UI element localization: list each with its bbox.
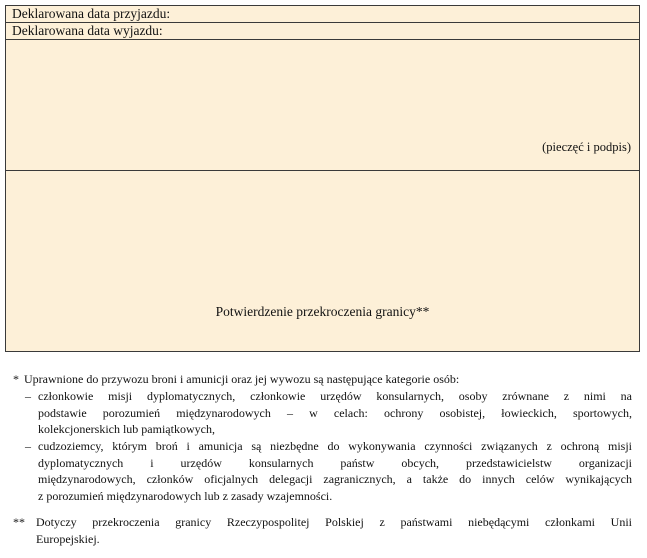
stamp-signature-box [6,40,639,171]
declaration-form [5,5,640,352]
footnote-2-marker: ** [13,515,25,529]
footnote-2-text [36,514,632,547]
bullet-1-line-1: członkowie misji dyplomatycznych, członkowie urzędów konsularnych, osoby zrównane z nimi na [38,389,632,403]
bullet-1-marker: – [25,389,31,403]
arrival-date-row [6,6,639,23]
footnote-2-line-1: Dotyczy przekroczenia granicy Rzeczypospolitej Polskiej z państwami niebędącymi członkami Unii [36,515,632,529]
departure-date-row [6,23,639,40]
bullet-2-line-2: dyplomatycznych i urzędów konsularnych państw obcych, przedstawicielstw organizacji [38,455,632,470]
departure-date-label: Deklarowana data wyjazdu: [12,23,163,38]
footnote-2-line-2: Europejskiej. [36,531,100,546]
bullet-1-line-3: kolekcjonerskich lub pamiątkowych, [38,422,215,437]
bullet-2-marker: – [25,439,31,453]
border-crossing-box [6,171,639,351]
footnote-1-marker: * [13,372,19,386]
border-crossing-label: Potwierdzenie przekroczenia granicy** [215,304,430,319]
bullet-2-text [38,438,632,504]
footnote-1-intro: Uprawnione do przywozu broni i amunicji oraz jej wywozu są następujące kategorie osób: [24,372,460,386]
bullet-2-line-4: z porozumień międzynarodowych lub z zasady wzajemności. [38,488,333,503]
arrival-date-label: Deklarowana data przyjazdu: [12,6,171,21]
bullet-2-line-1: cudzoziemcy, którym broń i amunicja są niezbędne do wykonywania czynności związanych z ochroną misji [38,439,632,453]
bullet-1-line-2: podstawie porozumień międzynarodowych – w celach: ochrony osobistej, łowieckich, sportowych, [38,405,632,420]
bullet-1-text [38,388,632,438]
bullet-2-line-3: międzynarodowych, członków oficjalnych delegacji zagranicznych, a także do innych celów wynikających [38,472,632,487]
stamp-signature-label: (pieczęć i podpis) [542,140,631,154]
